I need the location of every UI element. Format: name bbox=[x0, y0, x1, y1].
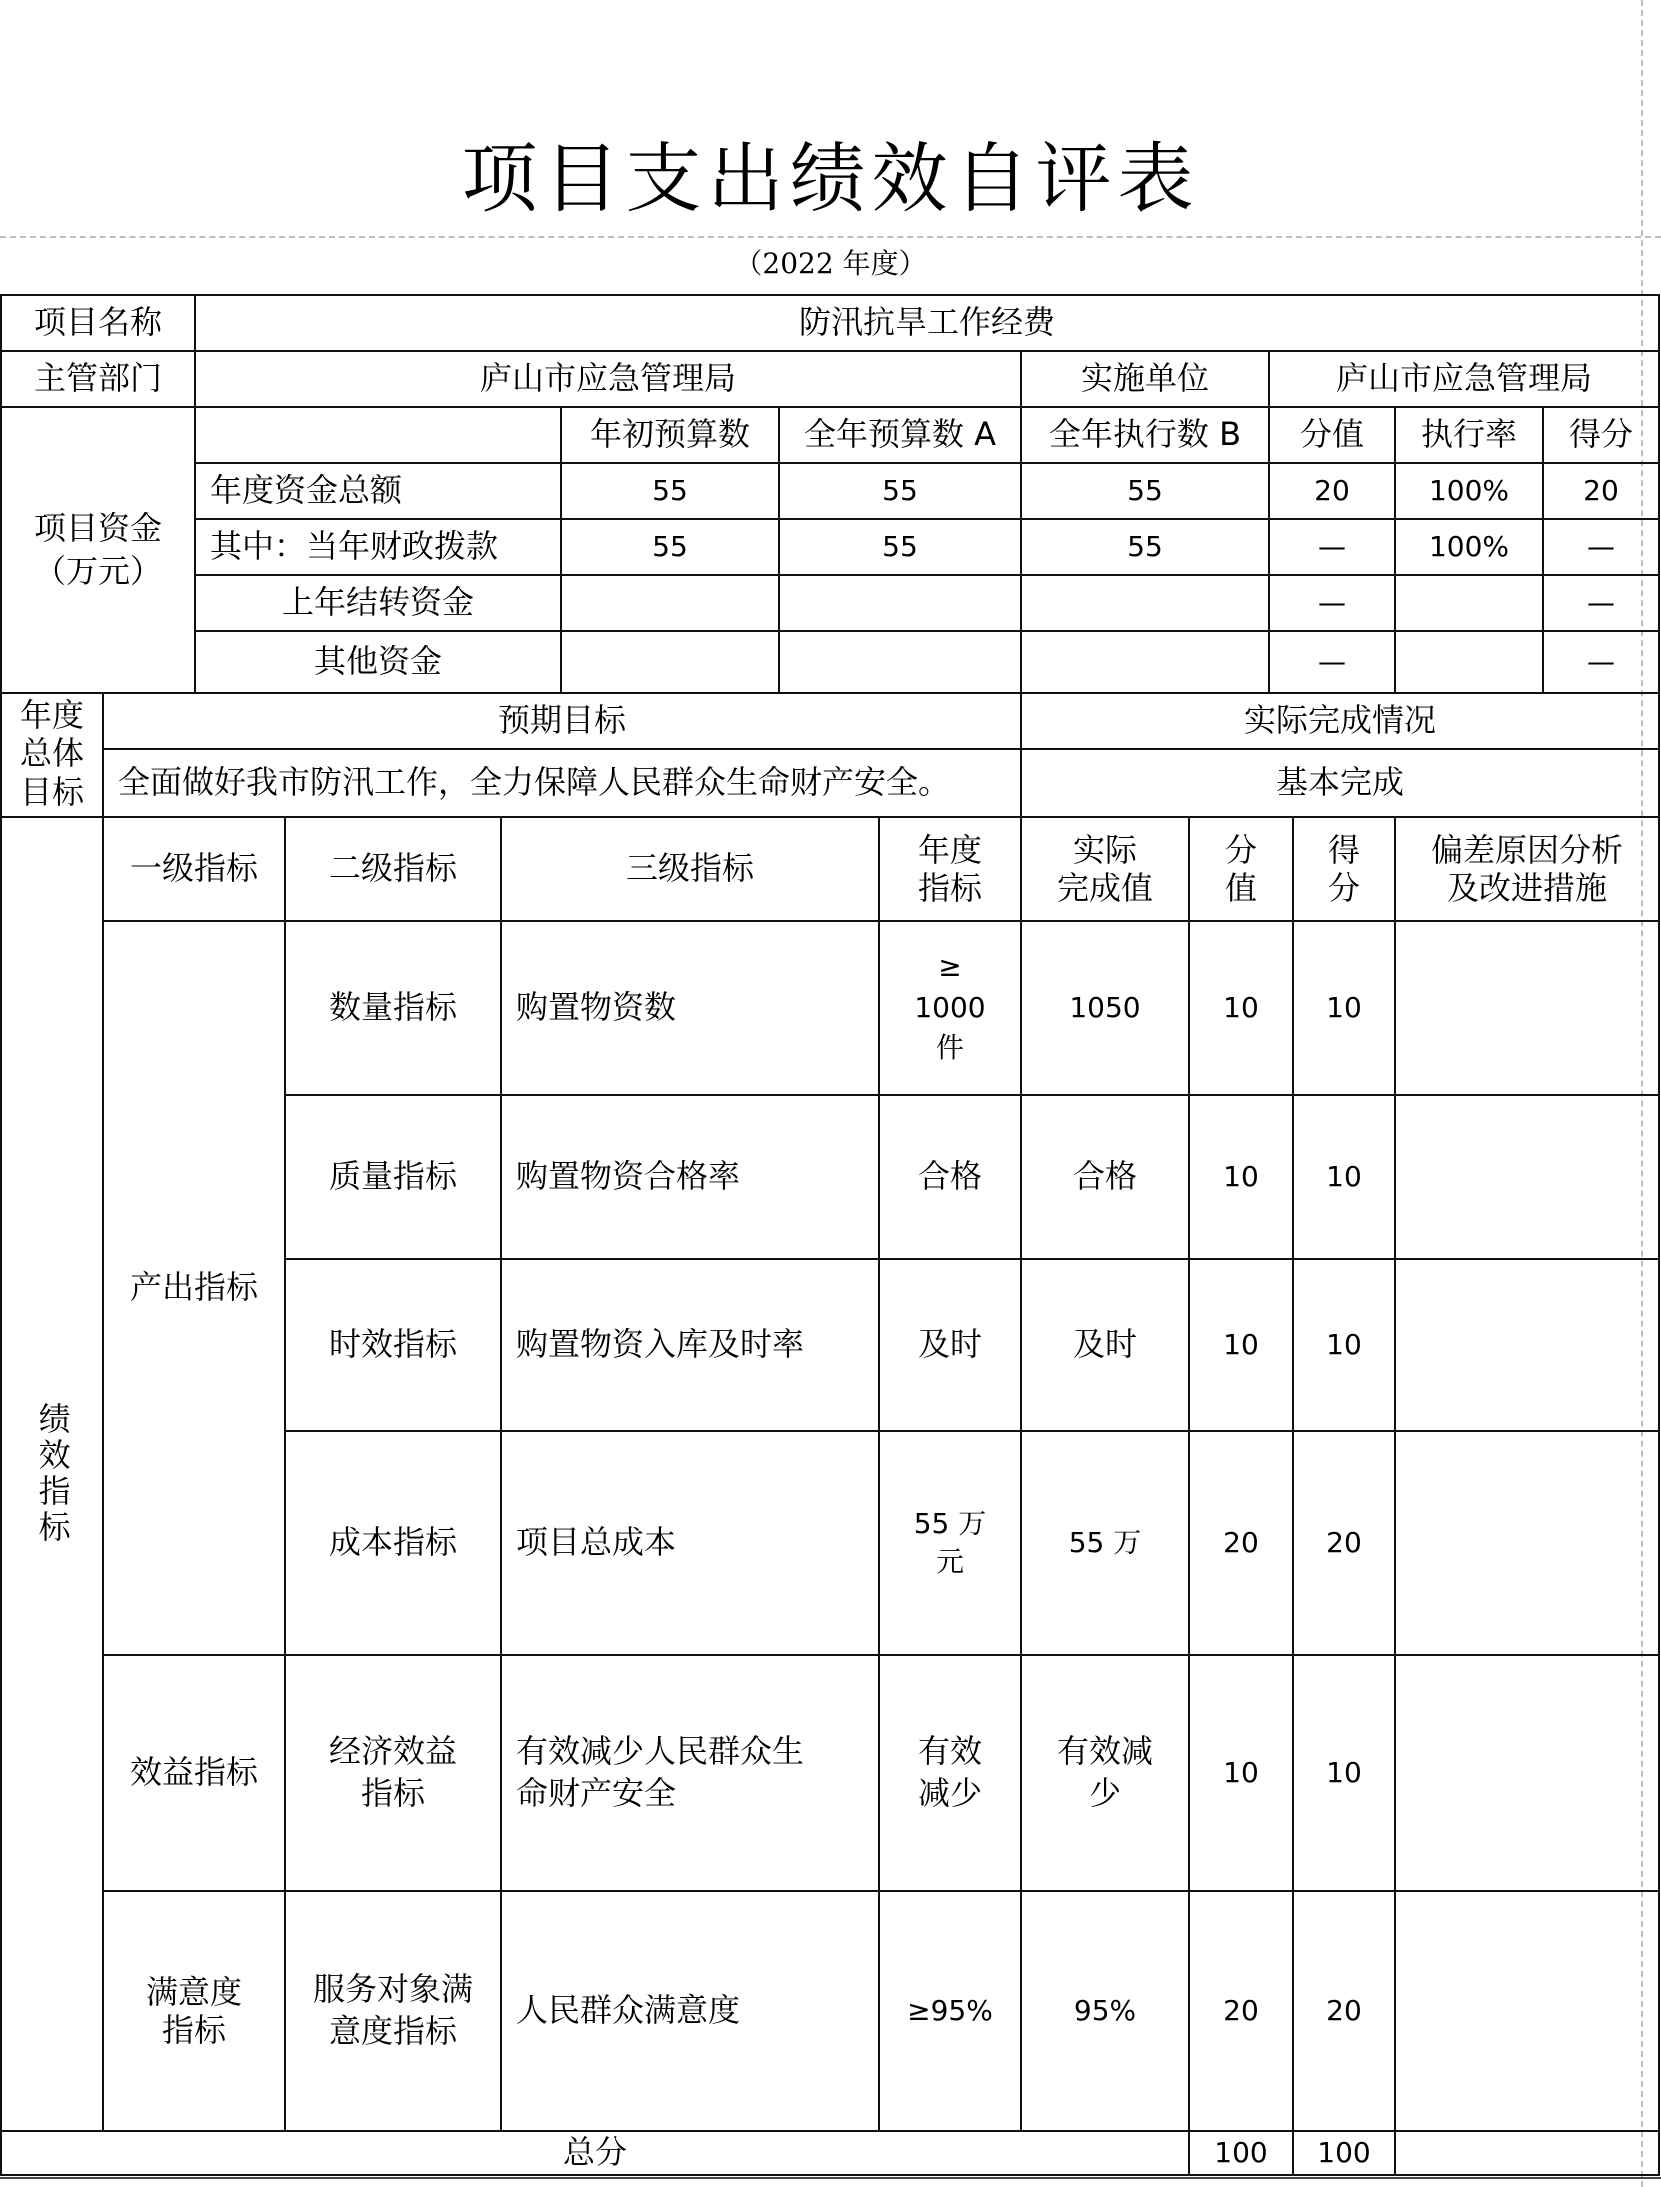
funds-row-score-value[interactable]: — bbox=[1268, 574, 1396, 632]
ind-header-level2: 二级指标 bbox=[284, 816, 502, 922]
ind-header-actual: 实际 完成值 bbox=[1020, 816, 1190, 922]
ind-value[interactable]: 10 bbox=[1188, 1094, 1294, 1260]
funds-row-score-value[interactable]: 20 bbox=[1268, 462, 1396, 520]
ind-score[interactable]: 20 bbox=[1292, 1430, 1396, 1656]
ind-level3: 购置物资入库及时率 bbox=[500, 1258, 880, 1432]
funds-row-rate[interactable] bbox=[1394, 574, 1544, 632]
ind-note[interactable] bbox=[1394, 1430, 1660, 1656]
funds-row-annual[interactable] bbox=[778, 630, 1022, 694]
indicators-label: 绩效指标 bbox=[0, 816, 104, 2132]
ind-header-note: 偏差原因分析 及改进措施 bbox=[1394, 816, 1660, 922]
funds-header-initial: 年初预算数 bbox=[560, 406, 780, 464]
ind-score[interactable]: 10 bbox=[1292, 1094, 1396, 1260]
ind-score[interactable]: 10 bbox=[1292, 1654, 1396, 1892]
ind-value[interactable]: 20 bbox=[1188, 1430, 1294, 1656]
funds-row-executed[interactable]: 55 bbox=[1020, 462, 1270, 520]
funds-row-executed[interactable]: 55 bbox=[1020, 518, 1270, 576]
funds-row-score-value[interactable]: — bbox=[1268, 518, 1396, 576]
ind-header-value: 分 值 bbox=[1188, 816, 1294, 922]
ind-level3: 有效减少人民群众生 命财产安全 bbox=[500, 1654, 880, 1892]
project-name-value[interactable]: 防汛抗旱工作经费 bbox=[194, 294, 1660, 352]
funds-row-annual[interactable] bbox=[778, 574, 1022, 632]
ind-level2: 成本指标 bbox=[284, 1430, 502, 1656]
funds-row-initial[interactable] bbox=[560, 630, 780, 694]
funds-row-executed[interactable] bbox=[1020, 630, 1270, 694]
funds-row-score[interactable]: — bbox=[1542, 518, 1660, 576]
ind-level3: 购置物资数 bbox=[500, 920, 880, 1096]
funds-header-score-value: 分值 bbox=[1268, 406, 1396, 464]
total-score[interactable]: 100 bbox=[1292, 2130, 1396, 2176]
ind-target[interactable]: 55 万 元 bbox=[878, 1430, 1022, 1656]
ind-note[interactable] bbox=[1394, 1094, 1660, 1260]
project-name-label: 项目名称 bbox=[0, 294, 196, 352]
ind-level2: 质量指标 bbox=[284, 1094, 502, 1260]
ind-actual[interactable]: 95% bbox=[1020, 1890, 1190, 2132]
ind-target[interactable]: ≥95% bbox=[878, 1890, 1022, 2132]
goal-actual-value[interactable]: 基本完成 bbox=[1020, 748, 1660, 818]
ind-target[interactable]: ≥ 1000 件 bbox=[878, 920, 1022, 1096]
ind-actual[interactable]: 1050 bbox=[1020, 920, 1190, 1096]
dept-label: 主管部门 bbox=[0, 350, 196, 408]
goal-actual-label: 实际完成情况 bbox=[1020, 692, 1660, 750]
funds-row-rate[interactable]: 100% bbox=[1394, 462, 1544, 520]
funds-row-score-value[interactable]: — bbox=[1268, 630, 1396, 694]
ind-note[interactable] bbox=[1394, 1258, 1660, 1432]
funds-label: 项目资金 （万元） bbox=[0, 406, 196, 694]
funds-row-name: 其他资金 bbox=[194, 630, 562, 694]
funds-header-annual: 全年预算数 A bbox=[778, 406, 1022, 464]
funds-row-score[interactable]: — bbox=[1542, 574, 1660, 632]
ind-level3: 项目总成本 bbox=[500, 1430, 880, 1656]
ind-header-score: 得 分 bbox=[1292, 816, 1396, 922]
ind-actual[interactable]: 合格 bbox=[1020, 1094, 1190, 1260]
funds-header-executed: 全年执行数 B bbox=[1020, 406, 1270, 464]
ind-score[interactable]: 10 bbox=[1292, 920, 1396, 1096]
impl-label: 实施单位 bbox=[1020, 350, 1270, 408]
ind-target[interactable]: 有效 减少 bbox=[878, 1654, 1022, 1892]
funds-header-blank bbox=[194, 406, 562, 464]
ind-note[interactable] bbox=[1394, 1654, 1660, 1892]
ind-level2: 服务对象满 意度指标 bbox=[284, 1890, 502, 2132]
ind-value[interactable]: 10 bbox=[1188, 1654, 1294, 1892]
ind-actual[interactable]: 55 万 bbox=[1020, 1430, 1190, 1656]
funds-row-score[interactable]: 20 bbox=[1542, 462, 1660, 520]
total-value[interactable]: 100 bbox=[1188, 2130, 1294, 2176]
ind-header-target: 年度 指标 bbox=[878, 816, 1022, 922]
goal-expected-value[interactable]: 全面做好我市防汛工作，全力保障人民群众生命财产安全。 bbox=[102, 748, 1022, 818]
page-break-guide bbox=[0, 236, 1661, 238]
funds-row-annual[interactable]: 55 bbox=[778, 518, 1022, 576]
ind-value[interactable]: 10 bbox=[1188, 1258, 1294, 1432]
ind-level3: 人民群众满意度 bbox=[500, 1890, 880, 2132]
ind-score[interactable]: 20 bbox=[1292, 1890, 1396, 2132]
ind-score[interactable]: 10 bbox=[1292, 1258, 1396, 1432]
sheet-bottom-border bbox=[0, 2177, 1661, 2179]
funds-header-score: 得分 bbox=[1542, 406, 1660, 464]
funds-row-executed[interactable] bbox=[1020, 574, 1270, 632]
ind-note[interactable] bbox=[1394, 920, 1660, 1096]
page-title: 项目支出绩效自评表 bbox=[461, 134, 1200, 223]
dept-value[interactable]: 庐山市应急管理局 bbox=[194, 350, 1022, 408]
funds-row-name: 年度资金总额 bbox=[194, 462, 562, 520]
ind-level2: 时效指标 bbox=[284, 1258, 502, 1432]
funds-row-initial[interactable]: 55 bbox=[560, 518, 780, 576]
ind-level3: 购置物资合格率 bbox=[500, 1094, 880, 1260]
ind-level2: 数量指标 bbox=[284, 920, 502, 1096]
funds-header-rate: 执行率 bbox=[1394, 406, 1544, 464]
year-label: （2022 年度） bbox=[734, 247, 927, 280]
total-note[interactable] bbox=[1394, 2130, 1660, 2176]
funds-row-initial[interactable] bbox=[560, 574, 780, 632]
ind-value[interactable]: 10 bbox=[1188, 920, 1294, 1096]
total-label: 总分 bbox=[0, 2130, 1190, 2176]
level1-benefit: 效益指标 bbox=[102, 1654, 286, 1892]
funds-row-score[interactable]: — bbox=[1542, 630, 1660, 694]
level1-satisfaction: 满意度 指标 bbox=[102, 1890, 286, 2132]
ind-actual[interactable]: 及时 bbox=[1020, 1258, 1190, 1432]
ind-target[interactable]: 合格 bbox=[878, 1094, 1022, 1260]
ind-level2: 经济效益 指标 bbox=[284, 1654, 502, 1892]
funds-row-annual[interactable]: 55 bbox=[778, 462, 1022, 520]
ind-target[interactable]: 及时 bbox=[878, 1258, 1022, 1432]
funds-row-name: 其中：当年财政拨款 bbox=[194, 518, 562, 576]
level1-output: 产出指标 bbox=[102, 920, 286, 1656]
funds-row-rate[interactable]: 100% bbox=[1394, 518, 1544, 576]
ind-value[interactable]: 20 bbox=[1188, 1890, 1294, 2132]
ind-header-level3: 三级指标 bbox=[500, 816, 880, 922]
goal-expected-label: 预期目标 bbox=[102, 692, 1022, 750]
funds-row-initial[interactable]: 55 bbox=[560, 462, 780, 520]
impl-value[interactable]: 庐山市应急管理局 bbox=[1268, 350, 1660, 408]
ind-note[interactable] bbox=[1394, 1890, 1660, 2132]
funds-row-rate[interactable] bbox=[1394, 630, 1544, 694]
goal-label: 年度 总体 目标 bbox=[0, 692, 104, 818]
ind-header-level1: 一级指标 bbox=[102, 816, 286, 922]
funds-row-name: 上年结转资金 bbox=[194, 574, 562, 632]
ind-actual[interactable]: 有效减 少 bbox=[1020, 1654, 1190, 1892]
